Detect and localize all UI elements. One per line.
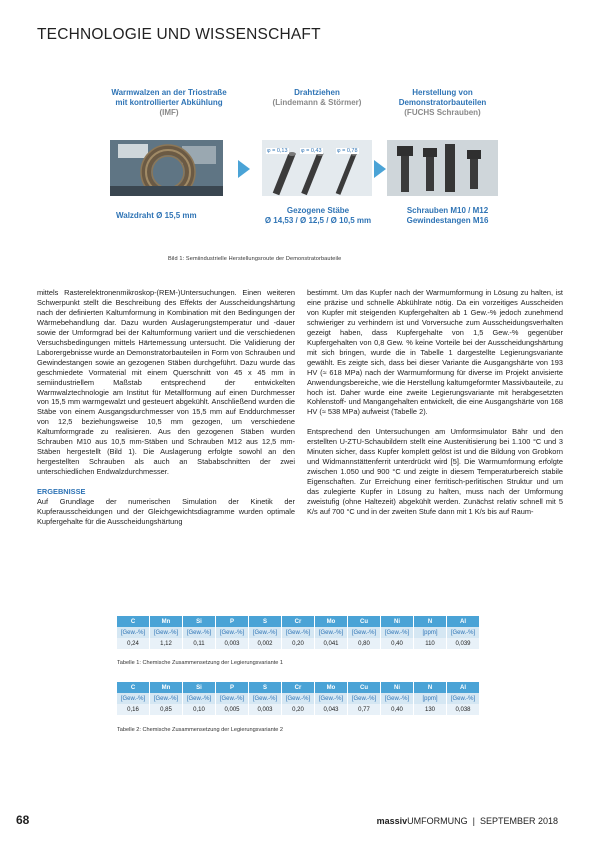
brand-name: massiv bbox=[376, 816, 408, 826]
text-column-left bbox=[37, 288, 295, 527]
table-unit-row: [Gew.-%] [Gew.-%] [Gew.-%] [Gew.-%] [Gew.-%] [Gew.-%] [Gew.-%] [Gew.-%] [Gew.-%] [ppm] [Gew.-%] bbox=[117, 627, 480, 638]
issue-date: SEPTEMBER 2018 bbox=[479, 816, 558, 826]
paragraph: bestimmt. Um das Kupfer nach der Warmumformung in Lösung zu halten, ist eine präzise und schnelle Abkühlrate nötig. Da ein vorzeitiges Ausscheiden von Kupfer mit steigenden Kupfergehalten ab 1 Gew.-% jedoch zunehmend schwieriger zu verhindern ist und Vorversuche zum Ausscheidungsverhalten gezeigt haben, dass Kupfergehalte von 1,5 Gew.-% gegenüber Kupfergehalten von 0,8 Gew. % keine Vorteile bei der Ausscheidungshärtung mit sich bringen, wurde die in Tabelle 1 dargestellte Legierungsvariante gewählt. Es zeigte sich, dass bei dieser Variante die Ausgangshärte von 193 HV (≈ 618 MPa) nach der Warmumformung für diverse im Projekt anvisierte Anwendungsbereiche, wie die Herstellung kaltumgeformter Massivbauteile, zu hoch ist. Daher wurde eine zweite Legierungsvariante mit herabgesetzten Kohlenstoff- und Mangangehalten entwickelt, die eine Ausgangshärte von 168 HV (≈ 538 MPa) aufweist (Tabelle 2). bbox=[307, 288, 563, 417]
composition-table-2 bbox=[117, 682, 480, 715]
figure-production-route bbox=[110, 88, 500, 263]
table-header-row: C Mn Si P S Cr Mo Cu Ni N Al bbox=[117, 616, 480, 627]
screws-photo bbox=[387, 140, 498, 196]
table-row: 0,24 1,12 0,11 0,003 0,002 0,20 0,041 0,80 0,40 110 0,039 bbox=[117, 638, 480, 649]
stage3-caption: Schrauben M10 / M12 Gewindestangen M16 bbox=[406, 206, 489, 225]
section-heading: ERGEBNISSE bbox=[37, 487, 86, 497]
phi-label: φ = 0,43 bbox=[301, 148, 322, 154]
page-number: 68 bbox=[16, 813, 30, 827]
table-caption: Tabelle 2: Chemische Zusammensetzung der Legierungsvariante 2 bbox=[117, 727, 284, 733]
page-header: TECHNOLOGIE UND WISSENSCHAFT bbox=[37, 26, 321, 43]
arrow-right-icon bbox=[238, 160, 250, 178]
figure-caption: Bild 1: Semiindustrielle Herstellungsroute der Demonstratorbauteile bbox=[168, 256, 342, 262]
paragraph: Entsprechend den Untersuchungen am Umformsimulator Bähr und den erstellten U-ZTU-Schaubildern stellt eine Austenitisierung bei 1.100 °C und 3 Minuten sicher, dass Kupfer komplett gelöst ist und die Bildung von Grobkorn und Widmannstättenferrit unterdrückt wird [5]. Die Warmumformung erfolgte zwischen 1.050 und 900 °C und zeigte in diesem Temperaturbereich stabile Eigenschaften. Zur Erreichung einer ferritisch-perlitischen Struktur und um das zulegierte Kupfer in Lösung zu halten, muss nach der Umformung zweistufig (ohne Haltezeit) abgekühlt werden. Zunächst relativ schnell mit 5 K/s auf 700 °C und in der zweiten Stufe dann mit 1 K/s bis auf Raum- bbox=[307, 427, 563, 517]
arrow-right-icon bbox=[374, 160, 386, 178]
table-unit-row: [Gew.-%] [Gew.-%] [Gew.-%] [Gew.-%] [Gew.-%] [Gew.-%] [Gew.-%] [Gew.-%] [Gew.-%] [ppm] [Gew.-%] bbox=[117, 693, 480, 704]
stage3-title: Herstellung von Demonstratorbauteilen (FUCHS Schrauben) bbox=[398, 88, 487, 117]
drawn-bars-photo bbox=[262, 140, 372, 196]
stage1-caption: Walzdraht Ø 15,5 mm bbox=[116, 211, 197, 220]
wire-rod-coil-photo bbox=[110, 140, 223, 196]
paragraph: mittels Rasterelektronenmikroskop-(REM-)Untersuchungen. Einen weiteren Schwerpunkt stellt die Beschreibung des Effekts der Ausscheidungshärtung nach der definierten Kaltumformung in Kombination mit den Bedingungen der Wärmebehandlung dar. Dazu wurden Auslagerungstemperatur und -dauer sowie der Umformgrad bei der Kaltumformung variiert und die verschiedenen Versuchsbedingungen mittels Härtemessung untersucht. Die Validierung der Laborergebnisse wurde an Demonstratorbauteilen in Form von Schrauben und Gewindestangen sowie an gezogenen Stäben durchgeführt. Dazu wurde das geschmiedete Vormaterial mit einem Querschnitt von 45 x 45 mm in semiindustriellem Maßstab entsprechend der entwickelten Warmwalztechnologie am Institut für Metallformung auf einen Durchmesser von 15,5 mm warmgewalzt und gesteuert abgekühlt. Anschließend wurden die Stäbe von einem Ausgangsdurchmesser von 15,5 mm auf Enddurchmesser von 12,5 beziehungsweise 10,5 mm gezogen, um verschiedene Kaltumformgrade zu realisieren. Aus den gezogenen Stäben wurden Schrauben M10 aus 10,5 mm-Stäben und Schrauben M12 aus 12,5 mm-Stäben hergestellt (Bild 1). Die Auslagerung erfolgte sowohl an den hergestellten Schrauben als auch an Stababschnitten der zwei unterschiedlichen Endwalzdurchmesser. bbox=[37, 288, 295, 477]
stage2-title: Drahtziehen (Lindemann & Störmer) bbox=[272, 88, 362, 107]
text-column-right bbox=[307, 288, 563, 517]
phi-label: φ = 0,78 bbox=[337, 148, 358, 154]
stage2-caption: Gezogene Stäbe Ø 14,53 / Ø 12,5 / Ø 10,5 mm bbox=[264, 206, 372, 225]
brand-name-suffix: UMFORMUNG bbox=[407, 816, 468, 826]
footer-separator: | bbox=[472, 816, 475, 826]
paragraph: Auf Grundlage der numerischen Simulation der Kinetik der Kupferausscheidungen und der Gleichgewichtsdiagramme wurden optimale Kupfergehalte für die Ausscheidungshärtung bbox=[37, 497, 295, 526]
phi-label: φ = 0,13 bbox=[267, 148, 288, 154]
stage1-title: Warmwalzen an der Triostraße mit kontrollierter Abkühlung (IMF) bbox=[111, 88, 227, 117]
footer-publication bbox=[377, 816, 558, 826]
table-header-row: C Mn Si P S Cr Mo Cu Ni N Al bbox=[117, 682, 480, 693]
table-row: 0,16 0,85 0,10 0,005 0,003 0,20 0,043 0,77 0,40 130 0,038 bbox=[117, 704, 480, 715]
table-caption: Tabelle 1: Chemische Zusammensetzung der Legierungsvariante 1 bbox=[117, 660, 284, 666]
composition-table-1 bbox=[117, 616, 480, 649]
